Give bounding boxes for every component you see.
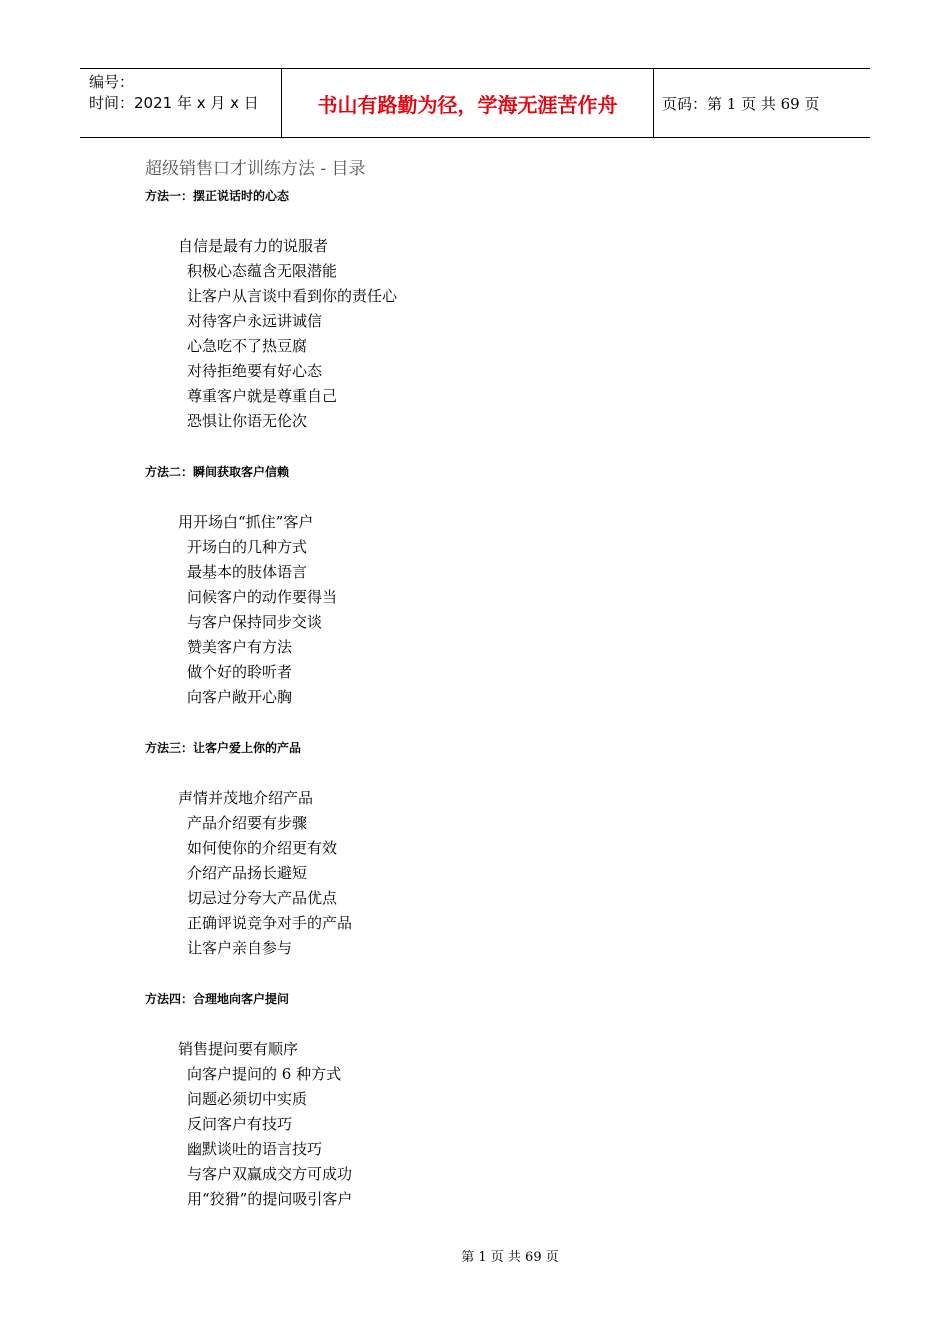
section-item-list [145,1037,845,1212]
list-item: 尊重客户就是尊重自己 [187,387,338,405]
section-item-list [145,510,845,710]
list-item: 向客户敞开心胸 [187,688,293,706]
list-item: 产品介绍要有步骤 [187,814,308,832]
list-item: 正确评说竞争对手的产品 [187,914,353,932]
list-item-lead: 用开场白“抓住”客户 [178,513,314,531]
list-item: 幽默谈吐的语言技巧 [187,1140,323,1158]
date-label: 时间：2021 年 x 月 x 日 [89,94,259,112]
list-item: 问候客户的动作要得当 [187,588,338,606]
header-page-info: 页码：第 1 页 共 69 页 [662,94,820,113]
list-item: 心急吃不了热豆腐 [187,337,308,355]
list-item: 积极心态蕴含无限潜能 [187,262,338,280]
list-item: 与客户保持同步交谈 [187,613,323,631]
section-item-list [145,786,845,961]
list-item: 让客户亲自参与 [187,939,293,957]
list-item: 介绍产品扬长避短 [187,864,308,882]
header-motto: 书山有路勤为径，学海无涯苦作舟 [281,69,654,137]
list-item: 对待拒绝要有好心态 [187,362,323,380]
section-heading: 方法一：摆正说话时的心态 [145,189,290,203]
list-item: 恐惧让你语无伦次 [187,412,308,430]
section-heading: 方法四：合理地向客户提问 [145,992,290,1006]
document-title: 超级销售口才训练方法 - 目录 [145,159,366,179]
document-body [145,156,845,1242]
list-item: 反问客户有技巧 [187,1115,293,1133]
list-item: 赞美客户有方法 [187,638,293,656]
list-item: 最基本的肢体语言 [187,563,308,581]
list-item: 对待客户永远讲诚信 [187,312,323,330]
page-footer: 第 1 页 共 69 页 [461,1250,559,1265]
list-item: 向客户提问的 6 种方式 [187,1065,342,1083]
list-item-lead: 自信是最有力的说服者 [178,237,329,255]
list-item: 用“狡猾”的提问吸引客户 [187,1190,353,1208]
number-label: 编号： [89,73,135,91]
list-item: 与客户双赢成交方可成功 [187,1165,353,1183]
section-item-list [145,234,845,434]
list-item: 切忌过分夸大产品优点 [187,889,338,907]
list-item: 让客户从言谈中看到你的责任心 [187,287,398,305]
list-item-lead: 声情并茂地介绍产品 [178,789,314,807]
list-item: 如何使你的介绍更有效 [187,839,338,857]
list-item: 问题必须切中实质 [187,1090,308,1108]
list-item: 做个好的聆听者 [187,663,293,681]
page-header [80,68,870,138]
section-heading: 方法二：瞬间获取客户信赖 [145,465,290,479]
section-heading: 方法三：让客户爱上你的产品 [145,741,302,755]
section-container [145,188,845,1212]
list-item-lead: 销售提问要有顺序 [178,1040,299,1058]
header-meta [80,69,281,137]
list-item: 开场白的几种方式 [187,538,308,556]
